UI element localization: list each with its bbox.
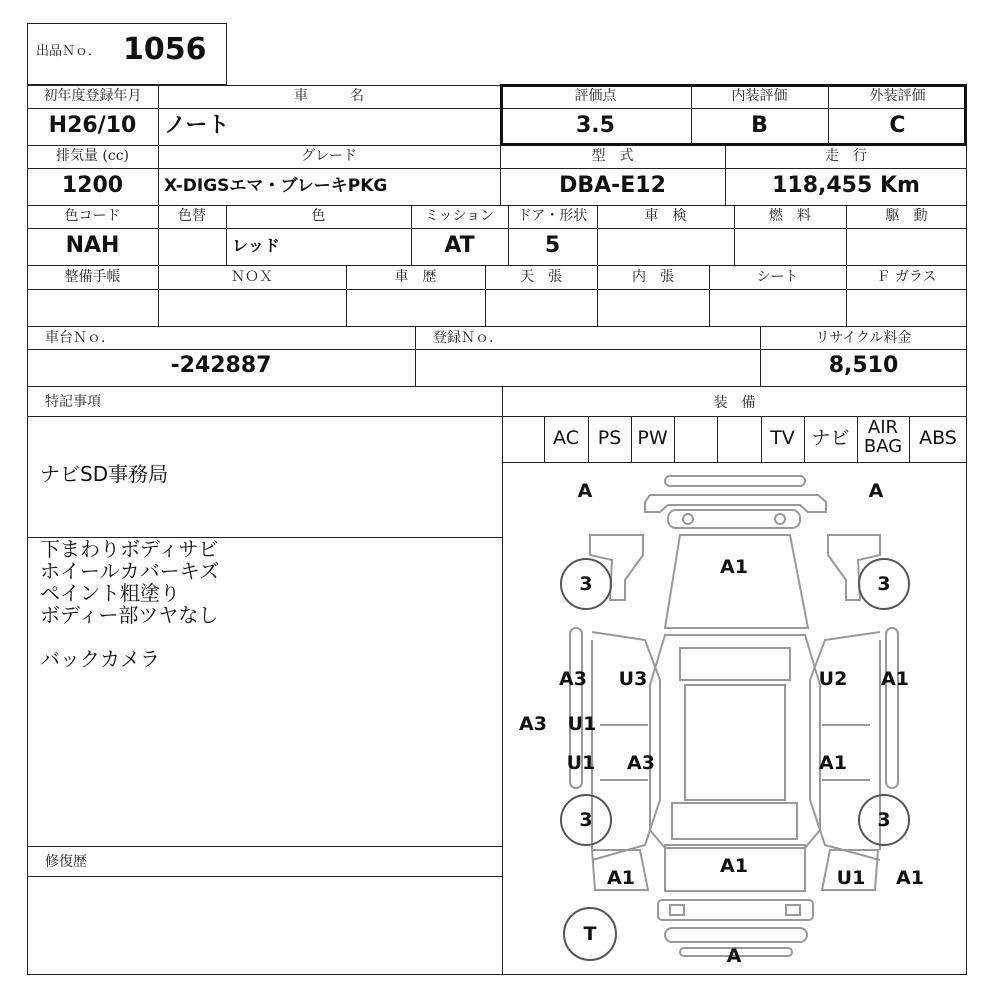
mark-tire-fr: 3 xyxy=(877,573,891,595)
mark-left-u1-low: U1 xyxy=(566,752,596,774)
color-label: 色 xyxy=(311,208,326,224)
door-value: 5 xyxy=(544,233,561,258)
chassis-number-label: 車台Ｎｏ． xyxy=(45,330,115,346)
notes-line xyxy=(40,626,219,648)
mileage-label: 走 行 xyxy=(825,148,867,164)
door-label: ドア・形状 xyxy=(517,208,588,224)
mark-hood: A1 xyxy=(720,556,748,578)
notes-line: バックカメラ xyxy=(40,647,160,671)
grade-label: グレード xyxy=(301,148,357,164)
notes-line: ペイント粗塗り xyxy=(40,581,180,605)
mark-tire-rr: 3 xyxy=(877,809,891,831)
transmission-value: AT xyxy=(444,233,475,258)
interior-lining-label: 内 張 xyxy=(632,269,674,285)
mark-rear-left-a1: A1 xyxy=(607,867,635,889)
mark-rear-bumper: A xyxy=(726,945,742,967)
score-value: 3.5 xyxy=(576,113,615,138)
equipment-abs: ABS xyxy=(919,427,957,449)
mark-left-a3-side: A3 xyxy=(519,713,547,735)
mark-rear-right-u1: U1 xyxy=(836,867,866,889)
first-registration-label: 初年度登録年月 xyxy=(43,88,142,104)
interior-grade-label: 内装評価 xyxy=(731,88,788,104)
car-name-value: ノート xyxy=(164,113,230,138)
equipment-airbag: AIR BAG xyxy=(863,417,903,457)
displacement-label: 排気量 (cc) xyxy=(55,148,130,164)
color-change-label: 色替 xyxy=(178,208,206,224)
nox-label: ＮＯＸ xyxy=(231,269,273,285)
color-code-value: NAH xyxy=(65,233,120,258)
lot-number-label: 出品Ｎｏ． xyxy=(36,44,102,59)
special-notes-label: 特記事項 xyxy=(45,394,101,410)
recycle-fee-value: 8,510 xyxy=(828,353,899,378)
transmission-label: ミッション xyxy=(424,208,495,224)
registration-number-label: 登録Ｎｏ． xyxy=(433,330,503,346)
mark-left-u3: U3 xyxy=(618,668,648,690)
mark-left-a3-upper: A3 xyxy=(559,668,587,690)
lot-number: 1056 xyxy=(123,32,207,67)
repair-history-label: 修復歴 xyxy=(45,854,87,870)
color-code-label: 色コード xyxy=(64,208,121,224)
mark-front-left: A xyxy=(577,480,593,502)
car-history-label: 車 歴 xyxy=(394,269,437,285)
model-label: 型 式 xyxy=(591,148,634,164)
fuel-label: 燃 料 xyxy=(769,208,811,224)
notes-list xyxy=(40,538,219,670)
recycle-fee-label: リサイクル料金 xyxy=(815,330,912,346)
seat-label: シート xyxy=(756,269,799,285)
grade-value: X-DIGSエマ・ブレーキPKG xyxy=(164,176,388,196)
mark-right-a1-low: A1 xyxy=(819,752,847,774)
mark-tire-fl: 3 xyxy=(579,573,593,595)
equipment-navi: ナビ xyxy=(811,427,850,449)
equipment-label: 装 備 xyxy=(713,395,756,411)
exterior-grade-label: 外装評価 xyxy=(869,88,926,104)
mark-right-u2: U2 xyxy=(818,668,848,690)
interior-grade-value: B xyxy=(751,113,768,138)
lot-number-box xyxy=(27,23,227,85)
chassis-number-value: -242887 xyxy=(170,353,272,378)
notes-line: ホイールカバーキズ xyxy=(40,559,220,583)
notes-navi-line: ナビSD事務局 xyxy=(40,462,169,486)
inspection-label: 車 検 xyxy=(644,208,687,224)
mark-left-a3-low: A3 xyxy=(627,752,655,774)
mark-trunk: A1 xyxy=(720,855,748,877)
equipment-tv: TV xyxy=(770,427,795,449)
mileage-value: 118,455 Km xyxy=(772,173,920,198)
mark-left-u1-mid: U1 xyxy=(567,713,597,735)
mark-spare-tire: T xyxy=(583,923,597,945)
equipment-ps: PS xyxy=(597,427,622,449)
equipment-ac: AC xyxy=(553,427,579,449)
first-registration-value: H26/10 xyxy=(48,113,137,138)
front-glass-label: Ｆ ガラス xyxy=(876,269,937,285)
mark-front-right: A xyxy=(868,480,884,502)
car-name-label: 車 名 xyxy=(294,88,364,104)
maintenance-record-label: 整備手帳 xyxy=(64,269,121,285)
model-value: DBA-E12 xyxy=(559,173,666,198)
score-label: 評価点 xyxy=(574,88,617,104)
drive-label: 駆 動 xyxy=(885,208,928,224)
displacement-value: 1200 xyxy=(61,173,124,198)
exterior-grade-value: C xyxy=(889,113,906,138)
notes-line: 下まわりボディサビ xyxy=(40,537,219,561)
roof-lining-label: 天 張 xyxy=(520,269,562,285)
equipment-pw: PW xyxy=(637,427,668,449)
mark-rear-right-a1: A1 xyxy=(896,867,924,889)
notes-line: ボディー部ツヤなし xyxy=(40,603,219,627)
mark-right-a1-side: A1 xyxy=(881,668,909,690)
color-value: レッド xyxy=(232,236,280,255)
mark-tire-rl: 3 xyxy=(579,809,593,831)
